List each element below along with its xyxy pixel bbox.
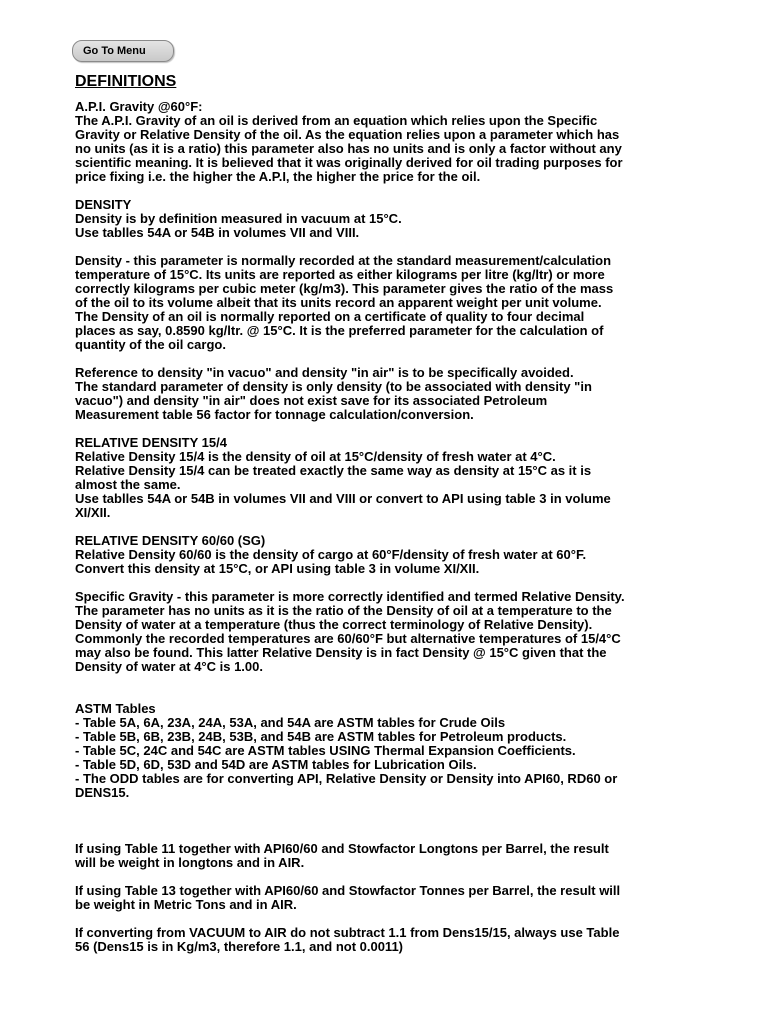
table-13-note [75, 884, 655, 912]
density-parameter-line: temperature of 15°C. Its units are reported as either kilograms per litre (kg/ltr) or more [75, 267, 605, 282]
density-intro-line: Use tablles 54A or 54B in volumes VII and VIII. [75, 225, 360, 240]
density-intro-line: Density is by definition measured in vacuum at 15°C. [75, 211, 402, 226]
rd-15-4-line: Relative Density 15/4 is the density of oil at 15°C/density of fresh water at 4°C. [75, 449, 556, 464]
astm-list-item: DENS15. [75, 785, 130, 800]
definitions-content [75, 72, 655, 954]
page-title: DEFINITIONS [75, 73, 177, 90]
note-line: 56 (Dens15 is in Kg/m3, therefore 1.1, and not 0.0011) [75, 939, 404, 954]
specific-gravity-line: Density of water at a temperature (thus the correct terminology of Relative Density). [75, 617, 593, 632]
specific-gravity-line: Specific Gravity - this parameter is more correctly identified and termed Relative Density. [75, 589, 625, 604]
density-parameter-line: correctly kilograms per cubic meter (kg/m3). This parameter gives the ratio of the mass [75, 281, 614, 296]
rd-15-4-heading: RELATIVE DENSITY 15/4 [75, 435, 227, 450]
note-line: be weight in Metric Tons and in AIR. [75, 897, 297, 912]
rd-60-60-line: Relative Density 60/60 is the density of cargo at 60°F/density of fresh water at 60°F. [75, 547, 587, 562]
density-parameter-line: of the oil to its volume albeit that its units record an apparent weight per unit volume. [75, 295, 602, 310]
density-heading: DENSITY [75, 197, 132, 212]
specific-gravity-line: The parameter has no units as it is the ratio of the Density of oil at a temperature to the [75, 603, 612, 618]
rd-15-4-line: almost the same. [75, 477, 181, 492]
api-gravity-line: Gravity or Relative Density of the oil. As the equation relies upon a parameter which has [75, 127, 620, 142]
go-to-menu-button[interactable]: Go To Menu [72, 40, 174, 62]
astm-list-item: - Table 5C, 24C and 54C are ASTM tables USING Thermal Expansion Coefficients. [75, 743, 576, 758]
astm-heading: ASTM Tables [75, 701, 156, 716]
relative-density-60-60-section [75, 534, 655, 576]
rd-15-4-line: Use tablles 54A or 54B in volumes VII and VIII or convert to API using table 3 in volume [75, 491, 611, 506]
table-11-note [75, 842, 655, 870]
specific-gravity-section [75, 590, 655, 674]
specific-gravity-line: Density of water at 4°C is 1.00. [75, 659, 263, 674]
specific-gravity-line: Commonly the recorded temperatures are 60/60°F but alternative temperatures of 15/4°C [75, 631, 621, 646]
relative-density-15-4-section [75, 436, 655, 520]
api-gravity-line: The A.P.I. Gravity of an oil is derived from an equation which relies upon the Specific [75, 113, 598, 128]
note-line: If using Table 11 together with API60/60 and Stowfactor Longtons per Barrel, the result [75, 841, 609, 856]
api-gravity-heading: A.P.I. Gravity @60°F: [75, 99, 203, 114]
api-gravity-line: scientific meaning. It is believed that it was originally derived for oil trading purposes for [75, 155, 623, 170]
note-line: If converting from VACUUM to AIR do not subtract 1.1 from Dens15/15, always use Table [75, 925, 620, 940]
density-parameter-line: Density - this parameter is normally recorded at the standard measurement/calculation [75, 253, 612, 268]
astm-list-item: - Table 5D, 6D, 53D and 54D are ASTM tables for Lubrication Oils. [75, 757, 477, 772]
rd-60-60-heading: RELATIVE DENSITY 60/60 (SG) [75, 533, 266, 548]
density-parameter-line: quantity of the oil cargo. [75, 337, 226, 352]
specific-gravity-line: may also be found. This latter Relative Density is in fact Density @ 15°C given that the [75, 645, 607, 660]
density-vacuo-line: Measurement table 56 factor for tonnage calculation/conversion. [75, 407, 474, 422]
density-vacuo-line: vacuo") and density "in air" does not exist save for its associated Petroleum [75, 393, 548, 408]
density-vacuo-line: The standard parameter of density is only density (to be associated with density "in [75, 379, 592, 394]
astm-tables-section [75, 702, 655, 800]
density-section [75, 198, 655, 422]
rd-15-4-line: XI/XII. [75, 505, 111, 520]
api-gravity-line: no units (as it is a ratio) this parameter also has no units and is only a factor without any [75, 141, 622, 156]
note-line: will be weight in longtons and in AIR. [75, 855, 305, 870]
rd-15-4-line: Relative Density 15/4 can be treated exactly the same way as density at 15°C as it is [75, 463, 592, 478]
api-gravity-line: price fixing i.e. the higher the A.P.I, the higher the price for the oil. [75, 169, 481, 184]
rd-60-60-line: Convert this density at 15°C, or API using table 3 in volume XI/XII. [75, 561, 480, 576]
astm-list-item: - Table 5A, 6A, 23A, 24A, 53A, and 54A are ASTM tables for Crude Oils [75, 715, 506, 730]
api-gravity-section [75, 100, 655, 184]
note-line: If using Table 13 together with API60/60 and Stowfactor Tonnes per Barrel, the result will [75, 883, 621, 898]
density-vacuo-line: Reference to density "in vacuo" and density "in air" is to be specifically avoided. [75, 365, 574, 380]
astm-list-item: - Table 5B, 6B, 23B, 24B, 53B, and 54B are ASTM tables for Petroleum products. [75, 729, 567, 744]
astm-list-item: - The ODD tables are for converting API, Relative Density or Density into API60, RD60 or [75, 771, 618, 786]
vacuum-to-air-note [75, 926, 655, 954]
density-parameter-line: The Density of an oil is normally reported on a certificate of quality to four decimal [75, 309, 585, 324]
density-parameter-line: places as say, 0.8590 kg/ltr. @ 15°C. It is the preferred parameter for the calculation of [75, 323, 604, 338]
